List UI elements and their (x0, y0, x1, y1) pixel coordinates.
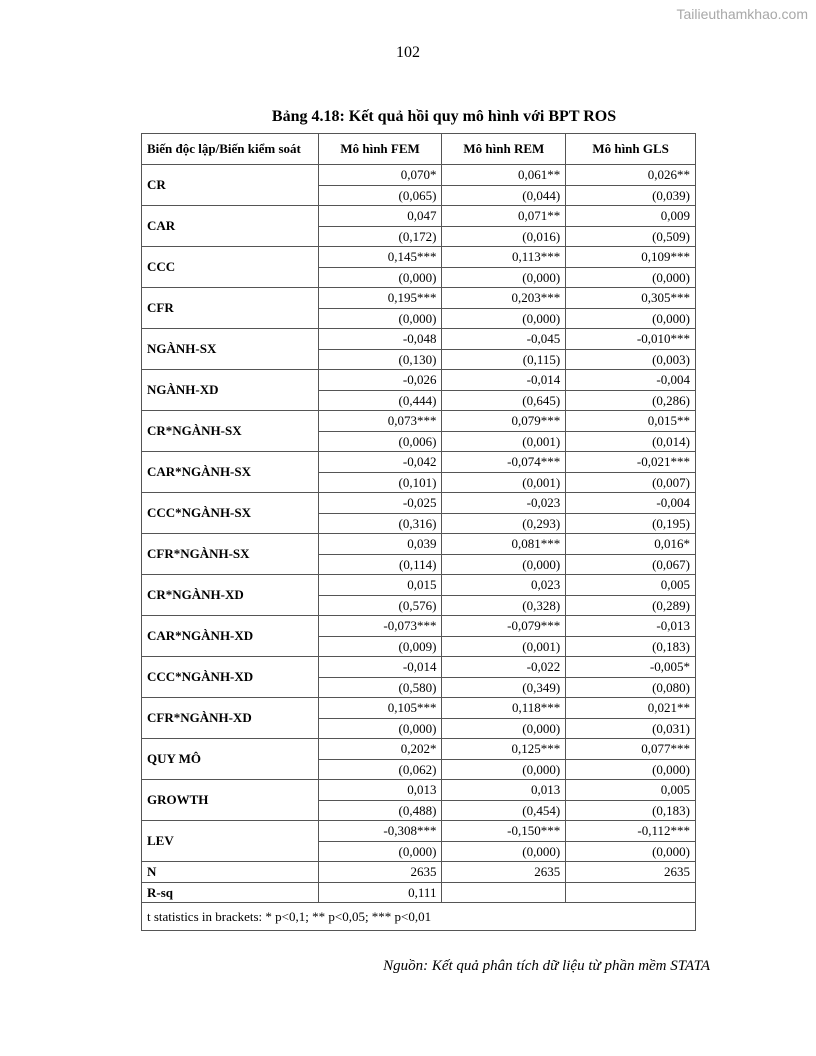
variable-label: NGÀNH-XD (142, 370, 319, 411)
coefficient-cell: 0,013 (442, 780, 566, 801)
variable-label: GROWTH (142, 780, 319, 821)
variable-label: LEV (142, 821, 319, 862)
coefficient-cell: 0,145*** (318, 247, 442, 268)
pvalue-cell: (0,444) (318, 390, 442, 411)
table-row (142, 370, 696, 391)
coefficient-cell: 0,039 (318, 534, 442, 555)
variable-label: CAR*NGÀNH-XD (142, 616, 319, 657)
variable-label: QUY MÔ (142, 739, 319, 780)
variable-label: CCC*NGÀNH-SX (142, 493, 319, 534)
pvalue-cell: (0,000) (442, 759, 566, 780)
variable-label: CFR (142, 288, 319, 329)
coefficient-cell: -0,014 (442, 370, 566, 391)
pvalue-cell: (0,016) (442, 226, 566, 247)
table-row (142, 534, 696, 555)
variable-label: NGÀNH-SX (142, 329, 319, 370)
pvalue-cell: (0,001) (442, 636, 566, 657)
table-row (142, 165, 696, 186)
coefficient-cell: 0,081*** (442, 534, 566, 555)
pvalue-cell: (0,101) (318, 472, 442, 493)
coefficient-cell: -0,045 (442, 329, 566, 350)
table-row (142, 821, 696, 842)
variable-label: R-sq (142, 882, 319, 903)
coefficient-cell: -0,004 (566, 493, 696, 514)
pvalue-cell: (0,349) (442, 677, 566, 698)
pvalue-cell: (0,000) (566, 759, 696, 780)
coefficient-cell: -0,150*** (442, 821, 566, 842)
table-row (142, 575, 696, 596)
stat-cell: 2635 (318, 862, 442, 883)
coefficient-cell: -0,112*** (566, 821, 696, 842)
variable-label: N (142, 862, 319, 883)
table-row (142, 247, 696, 268)
pvalue-cell: (0,003) (566, 349, 696, 370)
stat-cell (442, 882, 566, 903)
header-row (142, 134, 696, 165)
pvalue-cell: (0,001) (442, 431, 566, 452)
pvalue-cell: (0,000) (442, 267, 566, 288)
coefficient-cell: 0,079*** (442, 411, 566, 432)
pvalue-cell: (0,000) (442, 718, 566, 739)
coefficient-cell: 0,023 (442, 575, 566, 596)
coefficient-cell: -0,013 (566, 616, 696, 637)
n-row (142, 862, 696, 883)
pvalue-cell: (0,014) (566, 431, 696, 452)
note-row (142, 903, 696, 931)
pvalue-cell: (0,130) (318, 349, 442, 370)
table-row (142, 288, 696, 309)
coefficient-cell: -0,079*** (442, 616, 566, 637)
table-row (142, 739, 696, 760)
pvalue-cell: (0,000) (318, 718, 442, 739)
coefficient-cell: 0,026** (566, 165, 696, 186)
coefficient-cell: -0,023 (442, 493, 566, 514)
coefficient-cell: -0,022 (442, 657, 566, 678)
stat-cell: 2635 (566, 862, 696, 883)
table-row (142, 616, 696, 637)
pvalue-cell: (0,293) (442, 513, 566, 534)
pvalue-cell: (0,044) (442, 185, 566, 206)
pvalue-cell: (0,645) (442, 390, 566, 411)
pvalue-cell: (0,062) (318, 759, 442, 780)
pvalue-cell: (0,000) (318, 267, 442, 288)
coefficient-cell: -0,014 (318, 657, 442, 678)
coefficient-cell: 0,105*** (318, 698, 442, 719)
variable-label: CR*NGÀNH-XD (142, 575, 319, 616)
coefficient-cell: 0,015** (566, 411, 696, 432)
pvalue-cell: (0,183) (566, 636, 696, 657)
watermark: Tailieuthamkhao.com (676, 6, 808, 22)
table-row (142, 698, 696, 719)
pvalue-cell: (0,031) (566, 718, 696, 739)
coefficient-cell: 0,077*** (566, 739, 696, 760)
table-title: Bảng 4.18: Kết quả hồi quy mô hình với BPT ROS (271, 108, 617, 125)
coefficient-cell: -0,048 (318, 329, 442, 350)
pvalue-cell: (0,001) (442, 472, 566, 493)
stat-cell: 2635 (442, 862, 566, 883)
header-gls: Mô hình GLS (566, 134, 696, 165)
pvalue-cell: (0,000) (566, 267, 696, 288)
pvalue-cell: (0,000) (442, 841, 566, 862)
regression-table (141, 133, 696, 931)
variable-label: CAR (142, 206, 319, 247)
coefficient-cell: 0,195*** (318, 288, 442, 309)
pvalue-cell: (0,509) (566, 226, 696, 247)
coefficient-cell: -0,308*** (318, 821, 442, 842)
coefficient-cell: 0,013 (318, 780, 442, 801)
pvalue-cell: (0,000) (318, 308, 442, 329)
coefficient-cell: 0,070* (318, 165, 442, 186)
coefficient-cell: 0,021** (566, 698, 696, 719)
header-fem: Mô hình FEM (318, 134, 442, 165)
table-row (142, 452, 696, 473)
coefficient-cell: 0,005 (566, 780, 696, 801)
pvalue-cell: (0,195) (566, 513, 696, 534)
coefficient-cell: -0,026 (318, 370, 442, 391)
coefficient-cell: 0,015 (318, 575, 442, 596)
pvalue-cell: (0,000) (442, 554, 566, 575)
pvalue-cell: (0,007) (566, 472, 696, 493)
variable-label: CAR*NGÀNH-SX (142, 452, 319, 493)
coefficient-cell: 0,005 (566, 575, 696, 596)
stat-cell: 0,111 (318, 882, 442, 903)
table-body (142, 165, 696, 931)
pvalue-cell: (0,576) (318, 595, 442, 616)
stat-cell (566, 882, 696, 903)
table-row (142, 411, 696, 432)
variable-label: CFR*NGÀNH-XD (142, 698, 319, 739)
coefficient-cell: 0,202* (318, 739, 442, 760)
header-variable: Biến độc lập/Biến kiểm soát (142, 134, 319, 165)
pvalue-cell: (0,328) (442, 595, 566, 616)
coefficient-cell: -0,005* (566, 657, 696, 678)
variable-label: CFR*NGÀNH-SX (142, 534, 319, 575)
variable-label: CR*NGÀNH-SX (142, 411, 319, 452)
table-row (142, 493, 696, 514)
variable-label: CCC*NGÀNH-XD (142, 657, 319, 698)
rsq-row (142, 882, 696, 903)
coefficient-cell: -0,073*** (318, 616, 442, 637)
coefficient-cell: 0,305*** (566, 288, 696, 309)
coefficient-cell: -0,021*** (566, 452, 696, 473)
page-number: 102 (396, 44, 420, 61)
pvalue-cell: (0,286) (566, 390, 696, 411)
coefficient-cell: 0,071** (442, 206, 566, 227)
pvalue-cell: (0,114) (318, 554, 442, 575)
coefficient-cell: -0,042 (318, 452, 442, 473)
coefficient-cell: 0,203*** (442, 288, 566, 309)
coefficient-cell: 0,118*** (442, 698, 566, 719)
pvalue-cell: (0,039) (566, 185, 696, 206)
pvalue-cell: (0,454) (442, 800, 566, 821)
pvalue-cell: (0,488) (318, 800, 442, 821)
coefficient-cell: -0,010*** (566, 329, 696, 350)
pvalue-cell: (0,000) (442, 308, 566, 329)
coefficient-cell: 0,047 (318, 206, 442, 227)
coefficient-cell: 0,016* (566, 534, 696, 555)
pvalue-cell: (0,172) (318, 226, 442, 247)
pvalue-cell: (0,000) (566, 308, 696, 329)
coefficient-cell: 0,109*** (566, 247, 696, 268)
pvalue-cell: (0,580) (318, 677, 442, 698)
pvalue-cell: (0,067) (566, 554, 696, 575)
pvalue-cell: (0,115) (442, 349, 566, 370)
variable-label: CR (142, 165, 319, 206)
coefficient-cell: 0,061** (442, 165, 566, 186)
pvalue-cell: (0,065) (318, 185, 442, 206)
pvalue-cell: (0,006) (318, 431, 442, 452)
coefficient-cell: 0,125*** (442, 739, 566, 760)
variable-label: CCC (142, 247, 319, 288)
table-row (142, 780, 696, 801)
table-row (142, 329, 696, 350)
pvalue-cell: (0,289) (566, 595, 696, 616)
coefficient-cell: -0,025 (318, 493, 442, 514)
source-note: Nguồn: Kết quả phân tích dữ liệu từ phần mềm STATA (383, 958, 710, 974)
pvalue-cell: (0,000) (566, 841, 696, 862)
coefficient-cell: 0,073*** (318, 411, 442, 432)
pvalue-cell: (0,080) (566, 677, 696, 698)
pvalue-cell: (0,009) (318, 636, 442, 657)
pvalue-cell: (0,000) (318, 841, 442, 862)
table-row (142, 206, 696, 227)
significance-note: t statistics in brackets: * p<0,1; ** p<0,05; *** p<0,01 (142, 903, 696, 931)
table-row (142, 657, 696, 678)
pvalue-cell: (0,183) (566, 800, 696, 821)
pvalue-cell: (0,316) (318, 513, 442, 534)
coefficient-cell: -0,004 (566, 370, 696, 391)
coefficient-cell: -0,074*** (442, 452, 566, 473)
header-rem: Mô hình REM (442, 134, 566, 165)
coefficient-cell: 0,009 (566, 206, 696, 227)
coefficient-cell: 0,113*** (442, 247, 566, 268)
